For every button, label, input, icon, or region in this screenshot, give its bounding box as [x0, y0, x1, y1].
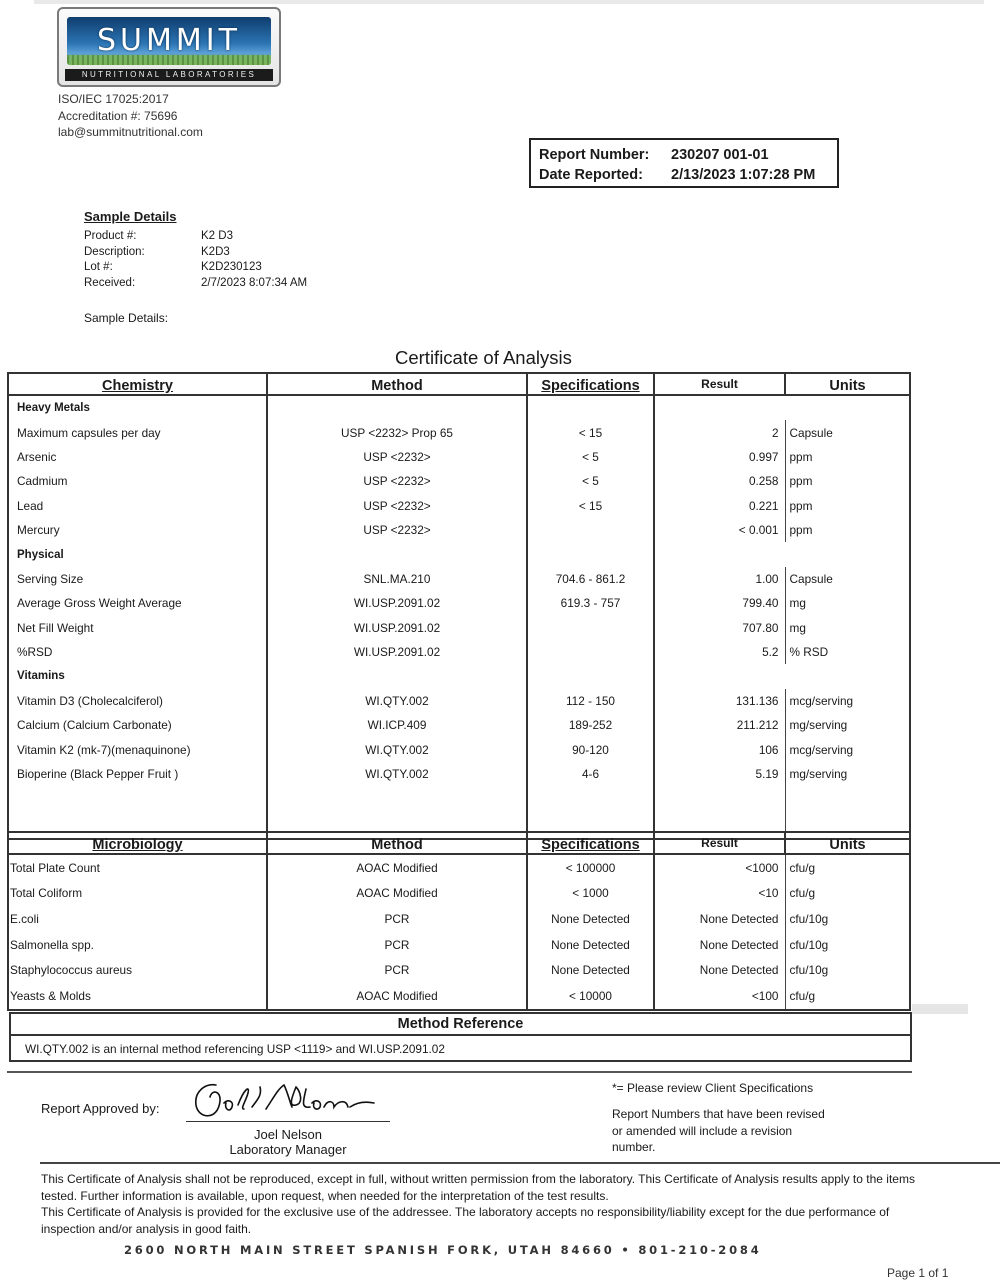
spec-cell: 704.6 - 861.2: [527, 567, 654, 591]
method-cell: AOAC Modified: [267, 854, 527, 881]
sample-details-extra-label: Sample Details:: [84, 311, 169, 325]
organism-name: Yeasts & Molds: [8, 983, 267, 1010]
table-row: [8, 854, 910, 881]
sample-label: Description:: [84, 245, 145, 258]
signer-title: Laboratory Manager: [229, 1142, 347, 1157]
sample-row: [84, 229, 307, 245]
analyte-name: Net Fill Weight: [8, 616, 267, 640]
units-cell: ppm: [785, 518, 910, 542]
result-cell: 5.2: [654, 640, 785, 664]
col-units: Units: [785, 373, 910, 395]
disclaimer-paragraph: This Certificate of Analysis is provided for the exclusive use of the addressee. The laboratory accepts no responsibility/liability except for the due performance of inspection and/or analysis in good faith.: [41, 1205, 890, 1236]
col-method: Method: [267, 373, 527, 395]
sample-row: [84, 260, 307, 276]
result-cell: 0.258: [654, 469, 785, 493]
client-spec-note: *= Please review Client Specifications: [612, 1081, 814, 1095]
units-cell: cfu/g: [785, 854, 910, 881]
units-cell: % RSD: [785, 640, 910, 664]
organism-name: Total Coliform: [8, 881, 267, 907]
table-row: [8, 518, 910, 542]
lab-email: lab@summitnutritional.com: [58, 125, 203, 139]
sample-label: Lot #:: [84, 261, 113, 273]
col-units: Units: [785, 832, 910, 854]
table-row: [8, 591, 910, 615]
table-row: [8, 616, 910, 640]
logo-mountain-banner: [67, 17, 271, 65]
sample-details-list: [84, 229, 307, 291]
organism-name: Salmonella spp.: [8, 932, 267, 958]
units-cell: ppm: [785, 469, 910, 493]
units-cell: [785, 395, 910, 420]
organism-name: E.coli: [8, 906, 267, 932]
analyte-name: Vitamin K2 (mk-7)(menaquinone): [8, 737, 267, 761]
result-cell: <10: [654, 881, 785, 907]
analyte-name: Lead: [8, 494, 267, 518]
result-cell: [654, 542, 785, 566]
method-cell: USP <2232>: [267, 494, 527, 518]
logo-wordmark: SUMMIT: [97, 23, 241, 58]
spec-cell: [527, 395, 654, 420]
report-number-label: Report Number:: [539, 147, 650, 163]
spec-cell: < 5: [527, 445, 654, 469]
table-row: [8, 640, 910, 664]
spec-cell: None Detected: [527, 906, 654, 932]
result-cell: 1.00: [654, 567, 785, 591]
organism-name: Total Plate Count: [8, 854, 267, 881]
analyte-name: Bioperine (Black Pepper Fruit ): [8, 762, 267, 786]
spec-cell: 189-252: [527, 713, 654, 737]
spec-cell: 619.3 - 757: [527, 591, 654, 615]
analyte-name: Heavy Metals: [8, 395, 267, 420]
divider: [7, 1071, 912, 1073]
spec-cell: < 1000: [527, 881, 654, 907]
method-cell: WI.USP.2091.02: [267, 616, 527, 640]
result-cell: [654, 664, 785, 688]
units-cell: ppm: [785, 445, 910, 469]
sample-label: Product #:: [84, 230, 137, 242]
method-cell: PCR: [267, 906, 527, 932]
result-cell: 106: [654, 737, 785, 761]
report-info-box: [529, 138, 839, 188]
summit-logo: [57, 7, 281, 87]
accreditation-number: Accreditation #: 75696: [58, 108, 178, 123]
analyte-name: Arsenic: [8, 445, 267, 469]
logo-tagline: NUTRITIONAL LABORATORIES: [65, 69, 273, 81]
units-cell: ppm: [785, 494, 910, 518]
analyte-name: Physical: [8, 542, 267, 566]
table-row: [8, 932, 910, 958]
method-cell: USP <2232> Prop 65: [267, 420, 527, 444]
units-cell: Capsule: [785, 567, 910, 591]
result-cell: 799.40: [654, 591, 785, 615]
table-row: [8, 906, 910, 932]
microbiology-table: [7, 831, 911, 1011]
result-cell: [654, 395, 785, 420]
spec-cell: [527, 640, 654, 664]
method-reference-box: [9, 1012, 912, 1062]
method-cell: PCR: [267, 957, 527, 983]
analyte-name: Vitamins: [8, 664, 267, 688]
method-cell: USP <2232>: [267, 445, 527, 469]
table-row: [8, 567, 910, 591]
result-cell: 211.212: [654, 713, 785, 737]
col-specifications: Specifications: [527, 373, 654, 395]
units-cell: mcg/serving: [785, 689, 910, 713]
analyte-name: Mercury: [8, 518, 267, 542]
method-cell: WI.USP.2091.02: [267, 640, 527, 664]
table-row: [8, 469, 910, 493]
gray-margin-strip: [912, 1004, 968, 1014]
spec-cell: [527, 542, 654, 566]
spec-cell: None Detected: [527, 932, 654, 958]
spec-cell: [527, 664, 654, 688]
spec-cell: < 15: [527, 420, 654, 444]
analyte-name: Cadmium: [8, 469, 267, 493]
page-number: Page 1 of 1: [887, 1266, 949, 1280]
analyte-name: Serving Size: [8, 567, 267, 591]
method-cell: WI.QTY.002: [267, 737, 527, 761]
lab-address: 2600 NORTH MAIN STREET SPANISH FORK, UTAH 84660 • 801-210-2084: [124, 1243, 762, 1257]
result-cell: None Detected: [654, 932, 785, 958]
method-reference-title: Method Reference: [11, 1014, 910, 1036]
sample-row: [84, 245, 307, 261]
organism-name: Staphylococcus aureus: [8, 957, 267, 983]
analyte-name: Average Gross Weight Average: [8, 591, 267, 615]
units-cell: mcg/serving: [785, 737, 910, 761]
method-cell: WI.QTY.002: [267, 762, 527, 786]
spec-cell: < 15: [527, 494, 654, 518]
units-cell: cfu/10g: [785, 906, 910, 932]
result-cell: 5.19: [654, 762, 785, 786]
date-reported-label: Date Reported:: [539, 167, 643, 183]
method-cell: USP <2232>: [267, 518, 527, 542]
top-edge-strip: [34, 0, 984, 4]
spec-cell: 112 - 150: [527, 689, 654, 713]
col-result: Result: [654, 832, 785, 854]
spec-cell: < 100000: [527, 854, 654, 881]
section-header-row: [8, 395, 910, 420]
units-cell: mg/serving: [785, 713, 910, 737]
table-row: [8, 713, 910, 737]
analyte-name: %RSD: [8, 640, 267, 664]
disclaimer-paragraph: This Certificate of Analysis shall not be reproduced, except in full, without written permission from the laboratory. This Certificate of Analysis results apply to the items tested. Further information is available, upon request, when needed for the interpretation of the test results.: [41, 1172, 915, 1203]
sample-value: K2D3: [201, 245, 230, 258]
method-cell: PCR: [267, 932, 527, 958]
disclaimer: [41, 1171, 921, 1237]
method-cell: SNL.MA.210: [267, 567, 527, 591]
method-cell: [267, 395, 527, 420]
report-number: 230207 001-01: [671, 147, 769, 163]
units-cell: cfu/10g: [785, 957, 910, 983]
divider: [40, 1162, 1000, 1164]
approved-by-label: Report Approved by:: [41, 1101, 160, 1116]
spec-cell: < 10000: [527, 983, 654, 1010]
analyte-name: Vitamin D3 (Cholecalciferol): [8, 689, 267, 713]
signature-line: [186, 1121, 390, 1122]
spec-cell: 4-6: [527, 762, 654, 786]
iso-standard: ISO/IEC 17025:2017: [58, 92, 169, 106]
units-cell: cfu/g: [785, 881, 910, 907]
table-row: [8, 494, 910, 518]
chemistry-table: [7, 372, 911, 840]
date-reported: 2/13/2023 1:07:28 PM: [671, 167, 816, 183]
result-cell: 0.221: [654, 494, 785, 518]
table-row: [8, 689, 910, 713]
table-row: [8, 881, 910, 907]
method-cell: AOAC Modified: [267, 983, 527, 1010]
lab-info: [58, 91, 203, 141]
col-result: Result: [654, 373, 785, 395]
result-cell: 0.997: [654, 445, 785, 469]
method-cell: WI.USP.2091.02: [267, 591, 527, 615]
units-cell: Capsule: [785, 420, 910, 444]
units-cell: cfu/10g: [785, 932, 910, 958]
table-row: [8, 445, 910, 469]
signature-image: [188, 1079, 388, 1125]
sample-value: K2 D3: [201, 230, 233, 242]
result-cell: <100: [654, 983, 785, 1010]
table-row: [8, 957, 910, 983]
result-cell: None Detected: [654, 906, 785, 932]
method-cell: [267, 542, 527, 566]
table-row: [8, 737, 910, 761]
method-cell: AOAC Modified: [267, 881, 527, 907]
table-row: [8, 983, 910, 1010]
col-chemistry: Chemistry: [8, 373, 267, 395]
sample-row: [84, 276, 307, 292]
method-reference-text: WI.QTY.002 is an internal method referencing USP <1119> and WI.USP.2091.02: [25, 1042, 445, 1056]
table-row: [8, 420, 910, 444]
result-cell: 707.80: [654, 616, 785, 640]
units-cell: [785, 664, 910, 688]
method-cell: USP <2232>: [267, 469, 527, 493]
section-header-row: [8, 542, 910, 566]
units-cell: cfu/g: [785, 983, 910, 1010]
certificate-title: Certificate of Analysis: [395, 347, 572, 368]
revision-note: Report Numbers that have been revised or amended will include a revision number.: [612, 1107, 825, 1154]
col-method: Method: [267, 832, 527, 854]
result-cell: 2: [654, 420, 785, 444]
sample-label: Received:: [84, 276, 136, 289]
method-cell: [267, 664, 527, 688]
result-cell: <1000: [654, 854, 785, 881]
col-specifications: Specifications: [527, 832, 654, 854]
sample-value: 2/7/2023 8:07:34 AM: [201, 276, 308, 289]
spec-cell: [527, 616, 654, 640]
section-header-row: [8, 664, 910, 688]
col-microbiology: Microbiology: [8, 832, 267, 854]
sample-value: K2D230123: [201, 261, 262, 273]
table-row: [8, 762, 910, 786]
method-cell: WI.QTY.002: [267, 689, 527, 713]
result-cell: None Detected: [654, 957, 785, 983]
spec-cell: < 5: [527, 469, 654, 493]
analyte-name: Calcium (Calcium Carbonate): [8, 713, 267, 737]
chemistry-header-row: [8, 373, 910, 395]
microbiology-header-row: [8, 832, 910, 854]
spec-cell: None Detected: [527, 957, 654, 983]
spec-cell: 90-120: [527, 737, 654, 761]
method-cell: WI.ICP.409: [267, 713, 527, 737]
units-cell: mg: [785, 616, 910, 640]
units-cell: mg/serving: [785, 762, 910, 786]
analyte-name: Maximum capsules per day: [8, 420, 267, 444]
result-cell: < 0.001: [654, 518, 785, 542]
spec-cell: [527, 518, 654, 542]
sample-details-title: Sample Details: [84, 209, 177, 224]
signer-name: Joel Nelson: [254, 1127, 322, 1142]
units-cell: [785, 542, 910, 566]
signer-block: [208, 1127, 368, 1157]
result-cell: 131.136: [654, 689, 785, 713]
units-cell: mg: [785, 591, 910, 615]
